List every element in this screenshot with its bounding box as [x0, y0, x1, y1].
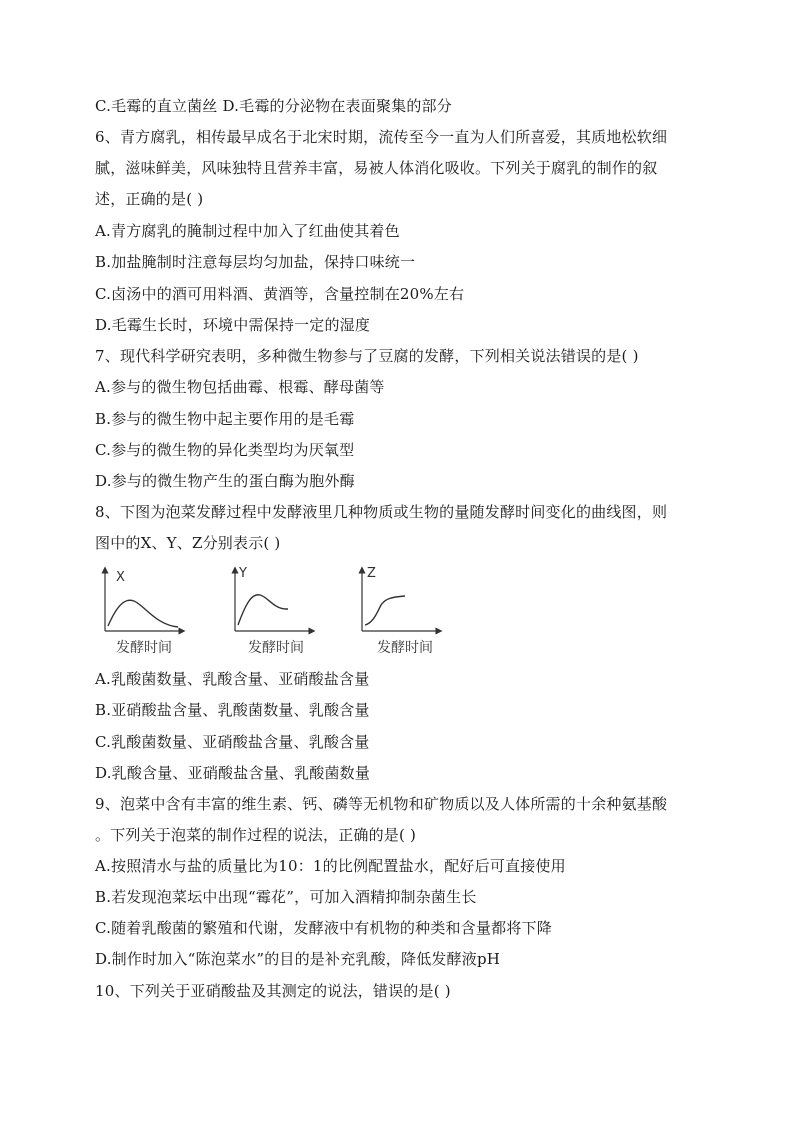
- option-a: A.乳酸菌数量、乳酸含量、亚硝酸盐含量: [95, 670, 370, 688]
- question-10-stem: 10、下列关于亚硝酸盐及其测定的说法，错误的是( ): [95, 982, 451, 1000]
- option-a: A.按照清水与盐的质量比为10：1的比例配置盐水，配好后可直接使用: [95, 857, 566, 875]
- option-b: B.加盐腌制时注意每层均匀加盐，保持口味统一: [95, 253, 416, 271]
- graph-y: [230, 563, 340, 660]
- option-c: C.随着乳酸菌的繁殖和代谢，发酵液中有机物的种类和含量都将下降: [95, 919, 552, 937]
- option-d: D.乳酸含量、亚硝酸盐含量、乳酸菌数量: [95, 764, 371, 782]
- option-c: C.卤汤中的酒可用料酒、黄酒等，含量控制在20%左右: [95, 285, 465, 303]
- graph-x-ylabel: X: [116, 570, 125, 585]
- option-d: D.制作时加入“陈泡菜水”的目的是补充乳酸，降低发酵液pH: [95, 950, 501, 968]
- graph-x-xlabel: 发酵时间: [116, 640, 172, 656]
- text-line: 。下列关于泡菜的制作过程的说法，正确的是( ): [95, 826, 417, 844]
- graph-y-ylabel: Y: [239, 566, 247, 581]
- fermentation-graphs: [95, 563, 445, 660]
- graph-y-xlabel: 发酵时间: [248, 640, 304, 656]
- graph-z-xlabel: 发酵时间: [377, 640, 433, 656]
- graph-z-curve: [365, 596, 405, 625]
- graph-z: [347, 563, 457, 660]
- graph-z-ylabel: Z: [367, 566, 376, 581]
- option-b: B.参与的微生物中起主要作用的是毛霉: [95, 410, 355, 428]
- question-6-stem: 6、青方腐乳，相传最早成名于北宋时期，流传至今一直为人们所喜爱，其质地松软细: [95, 128, 668, 146]
- option-a: A.参与的微生物包括曲霉、根霉、酵母菌等: [95, 378, 385, 396]
- option-c: C.参与的微生物的异化类型均为厌氧型: [95, 441, 355, 459]
- question-7-stem: 7、现代科学研究表明，多种微生物参与了豆腐的发酵，下列相关说法错误的是( ): [95, 347, 639, 365]
- question-9-stem: 9、泡菜中含有丰富的维生素、钙、磷等无机物和矿物质以及人体所需的十余种氨基酸: [95, 795, 668, 813]
- text-line: C.毛霉的直立菌丝 D.毛霉的分泌物在表面聚集的部分: [95, 97, 452, 115]
- option-c: C.乳酸菌数量、亚硝酸盐含量、乳酸含量: [95, 733, 370, 751]
- graph-x: [100, 563, 210, 660]
- graph-x-curve: [108, 600, 178, 627]
- option-d: D.参与的微生物产生的蛋白酶为胞外酶: [95, 472, 355, 490]
- option-d: D.毛霉生长时，环境中需保持一定的湿度: [95, 316, 371, 334]
- option-a: A.青方腐乳的腌制过程中加入了红曲使其着色: [95, 222, 400, 240]
- text-line: 图中的X、Y、Z分别表示( ): [95, 534, 281, 552]
- text-line: 腻，滋味鲜美，风味独特且营养丰富，易被人体消化吸收。下列关于腐乳的制作的叙: [95, 159, 658, 177]
- question-8-stem: 8、下图为泡菜发酵过程中发酵液里几种物质或生物的量随发酵时间变化的曲线图，则: [95, 503, 668, 521]
- text-line: 述，正确的是( ): [95, 190, 204, 208]
- option-b: B.若发现泡菜坛中出现“霉花”，可加入酒精抑制杂菌生长: [95, 888, 477, 906]
- option-b: B.亚硝酸盐含量、乳酸菌数量、乳酸含量: [95, 701, 370, 719]
- graph-y-curve: [238, 595, 288, 625]
